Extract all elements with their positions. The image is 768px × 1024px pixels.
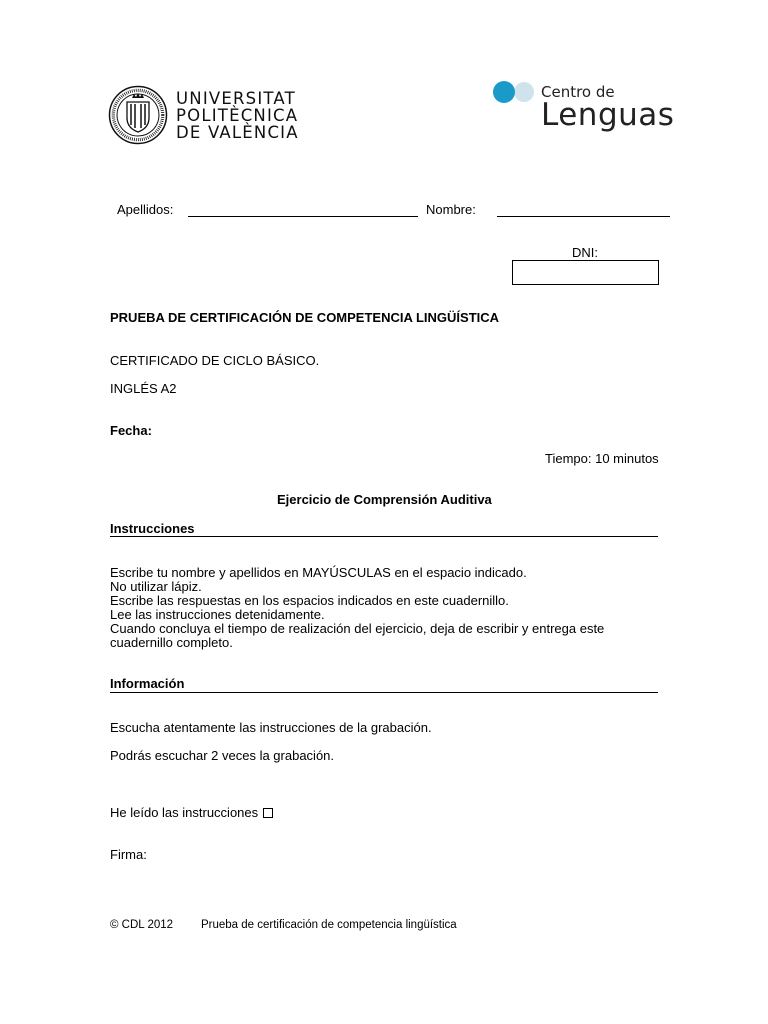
certificate-level: CERTIFICADO DE CICLO BÁSICO. [110, 353, 320, 368]
date-label: Fecha: [110, 423, 152, 438]
information-line-2: Podrás escuchar 2 veces la grabación. [110, 748, 335, 763]
exam-title: PRUEBA DE CERTIFICACIÓN DE COMPETENCIA LINGÜÍSTICA [110, 310, 500, 325]
read-instructions-label: He leído las instrucciones [110, 805, 259, 820]
instructions-list [110, 566, 604, 650]
cdl-logo-small-text: Centro de [541, 83, 615, 101]
instruction-line: cuadernillo completo. [110, 635, 233, 650]
nombre-field[interactable] [497, 216, 670, 217]
cdl-logo-icon [491, 80, 537, 106]
instructions-divider [110, 536, 658, 537]
instruction-line: Escribe las respuestas en los espacios indicados en este cuadernillo. [110, 593, 509, 608]
instruction-line: Lee las instrucciones detenidamente. [110, 607, 325, 622]
nombre-label: Nombre: [426, 202, 476, 217]
instructions-heading: Instrucciones [110, 521, 195, 536]
apellidos-label: Apellidos: [117, 202, 174, 217]
information-heading: Información [110, 676, 185, 691]
dni-field[interactable] [512, 260, 659, 285]
upv-logo-line-3: DE VALÈNCIA [176, 123, 299, 142]
apellidos-field[interactable] [188, 216, 418, 217]
information-divider [110, 692, 658, 693]
time-limit: Tiempo: 10 minutos [545, 451, 659, 466]
instruction-line: No utilizar lápiz. [110, 579, 202, 594]
upv-seal-icon [108, 85, 168, 145]
upv-logo-line-1: UNIVERSITAT [176, 89, 296, 108]
footer-text: Prueba de certificación de competencia lingüística [201, 919, 457, 931]
information-line-1: Escucha atentamente las instrucciones de la grabación. [110, 720, 432, 735]
dni-label: DNI: [572, 245, 598, 260]
read-instructions-checkbox[interactable] [263, 808, 273, 818]
exam-language: INGLÉS A2 [110, 381, 177, 396]
exercise-title: Ejercicio de Comprensión Auditiva [277, 492, 492, 507]
footer-copyright: © CDL 2012 [110, 919, 174, 931]
instruction-line: Escribe tu nombre y apellidos en MAYÚSCULAS en el espacio indicado. [110, 565, 527, 580]
cdl-logo-big-text: Lenguas [541, 97, 675, 133]
read-instructions-row [110, 806, 273, 820]
upv-logo-line-2: POLITÈCNICA [176, 106, 299, 125]
instruction-line: Cuando concluya el tiempo de realización del ejercicio, deja de escribir y entrega este [110, 621, 605, 636]
signature-label: Firma: [110, 847, 147, 862]
